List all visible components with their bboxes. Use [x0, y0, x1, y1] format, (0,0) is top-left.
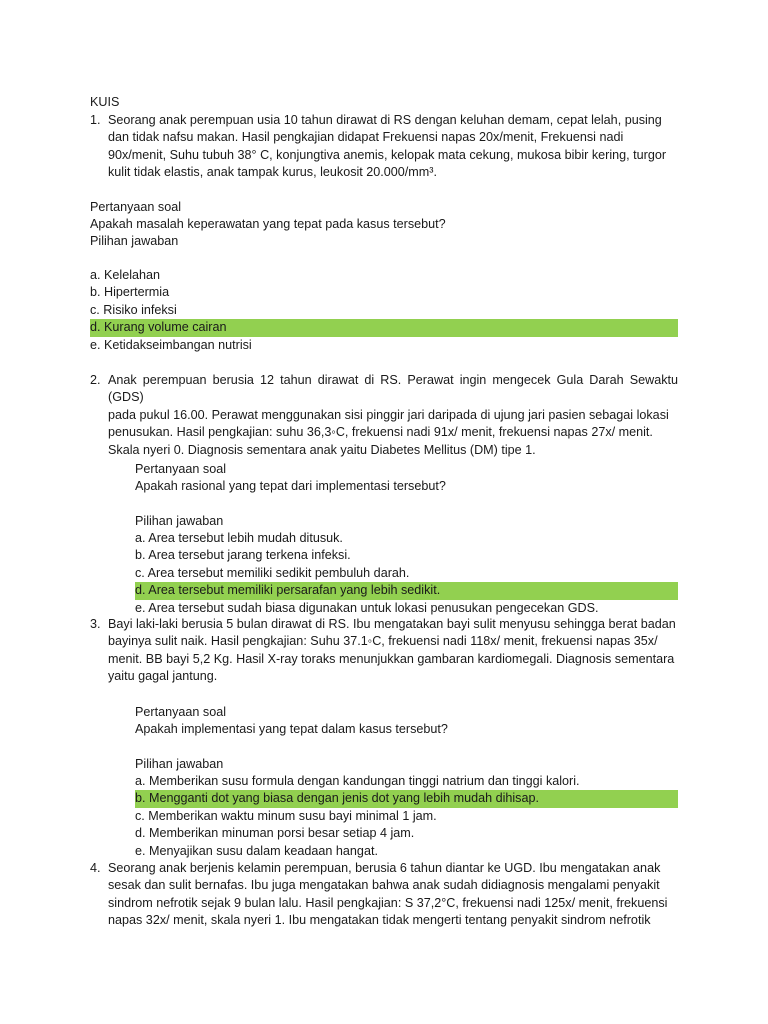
question-prompt: Apakah rasional yang tepat dari implementasi tersebut? — [135, 479, 446, 493]
text-line: Skala nyeri 0. Diagnosis sementara anak yaitu Diabetes Mellitus (DM) tipe 1. — [108, 442, 536, 457]
choices-label: Pilihan jawaban — [135, 514, 224, 528]
text-line: menit. BB bayi 5,2 Kg. Hasil X-ray toraks menunjukkan gambaran kardiomegali. Diagnosis sementara — [108, 651, 675, 666]
option-e: e. Area tersebut sudah biasa digunakan untuk lokasi penusukan pengecekan GDS. — [135, 600, 599, 615]
text-line: Seorang anak perempuan usia 10 tahun dirawat di RS dengan keluhan demam, cepat lelah, pusing — [108, 113, 662, 127]
text-line: pada pukul 16.00. Perawat menggunakan sisi pinggir jari daripada di ujung jari pasien sebagai lokasi — [108, 407, 669, 422]
question-text — [108, 616, 678, 686]
text-line: Anak perempuan berusia 12 tahun dirawat di RS. Perawat ingin mengecek Gula Darah Sewaktu (GDS) — [108, 373, 678, 405]
text-line: napas 32x/ menit, skala nyeri 1. Ibu mengatakan tidak mengerti tentang penyakit sindrom nefrotik — [108, 913, 651, 928]
options-list-2 — [135, 530, 678, 617]
question-text — [108, 860, 678, 930]
option-b: b. Area tersebut jarang terkena infeksi. — [135, 548, 351, 563]
section-label: Pertanyaan soal — [135, 462, 227, 476]
question-number: 2. — [90, 373, 101, 387]
text-line: dan tidak nafsu makan. Hasil pengkajian didapat Frekuensi napas 20x/menit, Frekuensi nadi — [108, 130, 624, 145]
options-list-3 — [135, 773, 678, 860]
question-number: 3. — [90, 617, 101, 631]
text-line: kulit tidak elastis, anak tampak kurus, leukosit 20.000/mm³. — [108, 165, 437, 180]
question-1 — [90, 112, 678, 182]
option-e: e. Menyajikan susu dalam keadaan hangat. — [135, 843, 378, 858]
question-prompt: Apakah implementasi yang tepat dalam kasus tersebut? — [135, 722, 448, 736]
option-a: a. Area tersebut lebih mudah ditusuk. — [135, 531, 343, 545]
option-c: c. Area tersebut memiliki sedikit pembuluh darah. — [135, 565, 410, 580]
section-label: Pertanyaan soal — [135, 705, 227, 719]
text-line: Bayi laki-laki berusia 5 bulan dirawat di RS. Ibu mengatakan bayi sulit menyusu sehingga berat badan — [108, 617, 676, 631]
text-line: penusukan. Hasil pengkajian: suhu 36,3◦C, frekuensi nadi 91x/ menit, frekuensi napas 27x/ menit. — [108, 425, 653, 440]
choices-label: Pilihan jawaban — [90, 234, 179, 248]
text-line: sesak dan sulit bernafas. Ibu juga mengatakan bahwa anak sudah didiagnosis mengalami penyakit — [108, 878, 660, 893]
option-d-highlighted: d. Area tersebut memiliki persarafan yang lebih sedikit. — [135, 582, 678, 599]
text-line: bayinya sulit naik. Hasil pengkajian: Suhu 37.1◦C, frekuensi nadi 118x/ menit, frekuensi napas 35x/ — [108, 634, 658, 649]
option-c: c. Memberikan waktu minum susu bayi minimal 1 jam. — [135, 808, 437, 823]
option-d-highlighted: d. Kurang volume cairan — [90, 319, 678, 336]
option-a: a. Memberikan susu formula dengan kandungan tinggi natrium dan tinggi kalori. — [135, 774, 580, 788]
option-c: c. Risiko infeksi — [90, 302, 177, 317]
question-2 — [90, 372, 678, 459]
text-line: Seorang anak berjenis kelamin perempuan, berusia 6 tahun diantar ke UGD. Ibu mengatakan anak — [108, 861, 661, 875]
options-list-1 — [90, 267, 678, 354]
question-prompt: Apakah masalah keperawatan yang tepat pada kasus tersebut? — [90, 217, 446, 231]
question-number: 4. — [90, 861, 101, 875]
text-line: 90x/menit, Suhu tubuh 38° C, konjungtiva anemis, kelopak mata cekung, mukosa bibir kering, turgor — [108, 147, 667, 162]
choices-label: Pilihan jawaban — [135, 757, 224, 771]
option-b: b. Hipertermia — [90, 285, 170, 300]
text-line: sindrom nefrotik sejak 9 bulan lalu. Hasil pengkajian: S 37,2°C, frekuensi nadi 125x/ menit, frekuensi — [108, 895, 668, 910]
text-line: yaitu gagal jantung. — [108, 669, 218, 684]
option-a: a. Kelelahan — [90, 268, 161, 282]
question-text — [108, 372, 678, 459]
section-label: Pertanyaan soal — [90, 200, 182, 214]
page-title: KUIS — [90, 95, 120, 109]
question-3 — [90, 616, 678, 686]
question-number: 1. — [90, 113, 101, 127]
question-4 — [90, 860, 678, 930]
option-e: e. Ketidakseimbangan nutrisi — [90, 337, 252, 352]
option-d: d. Memberikan minuman porsi besar setiap 4 jam. — [135, 826, 415, 841]
question-text — [108, 112, 678, 182]
option-b-highlighted: b. Mengganti dot yang biasa dengan jenis dot yang lebih mudah dihisap. — [135, 790, 678, 807]
